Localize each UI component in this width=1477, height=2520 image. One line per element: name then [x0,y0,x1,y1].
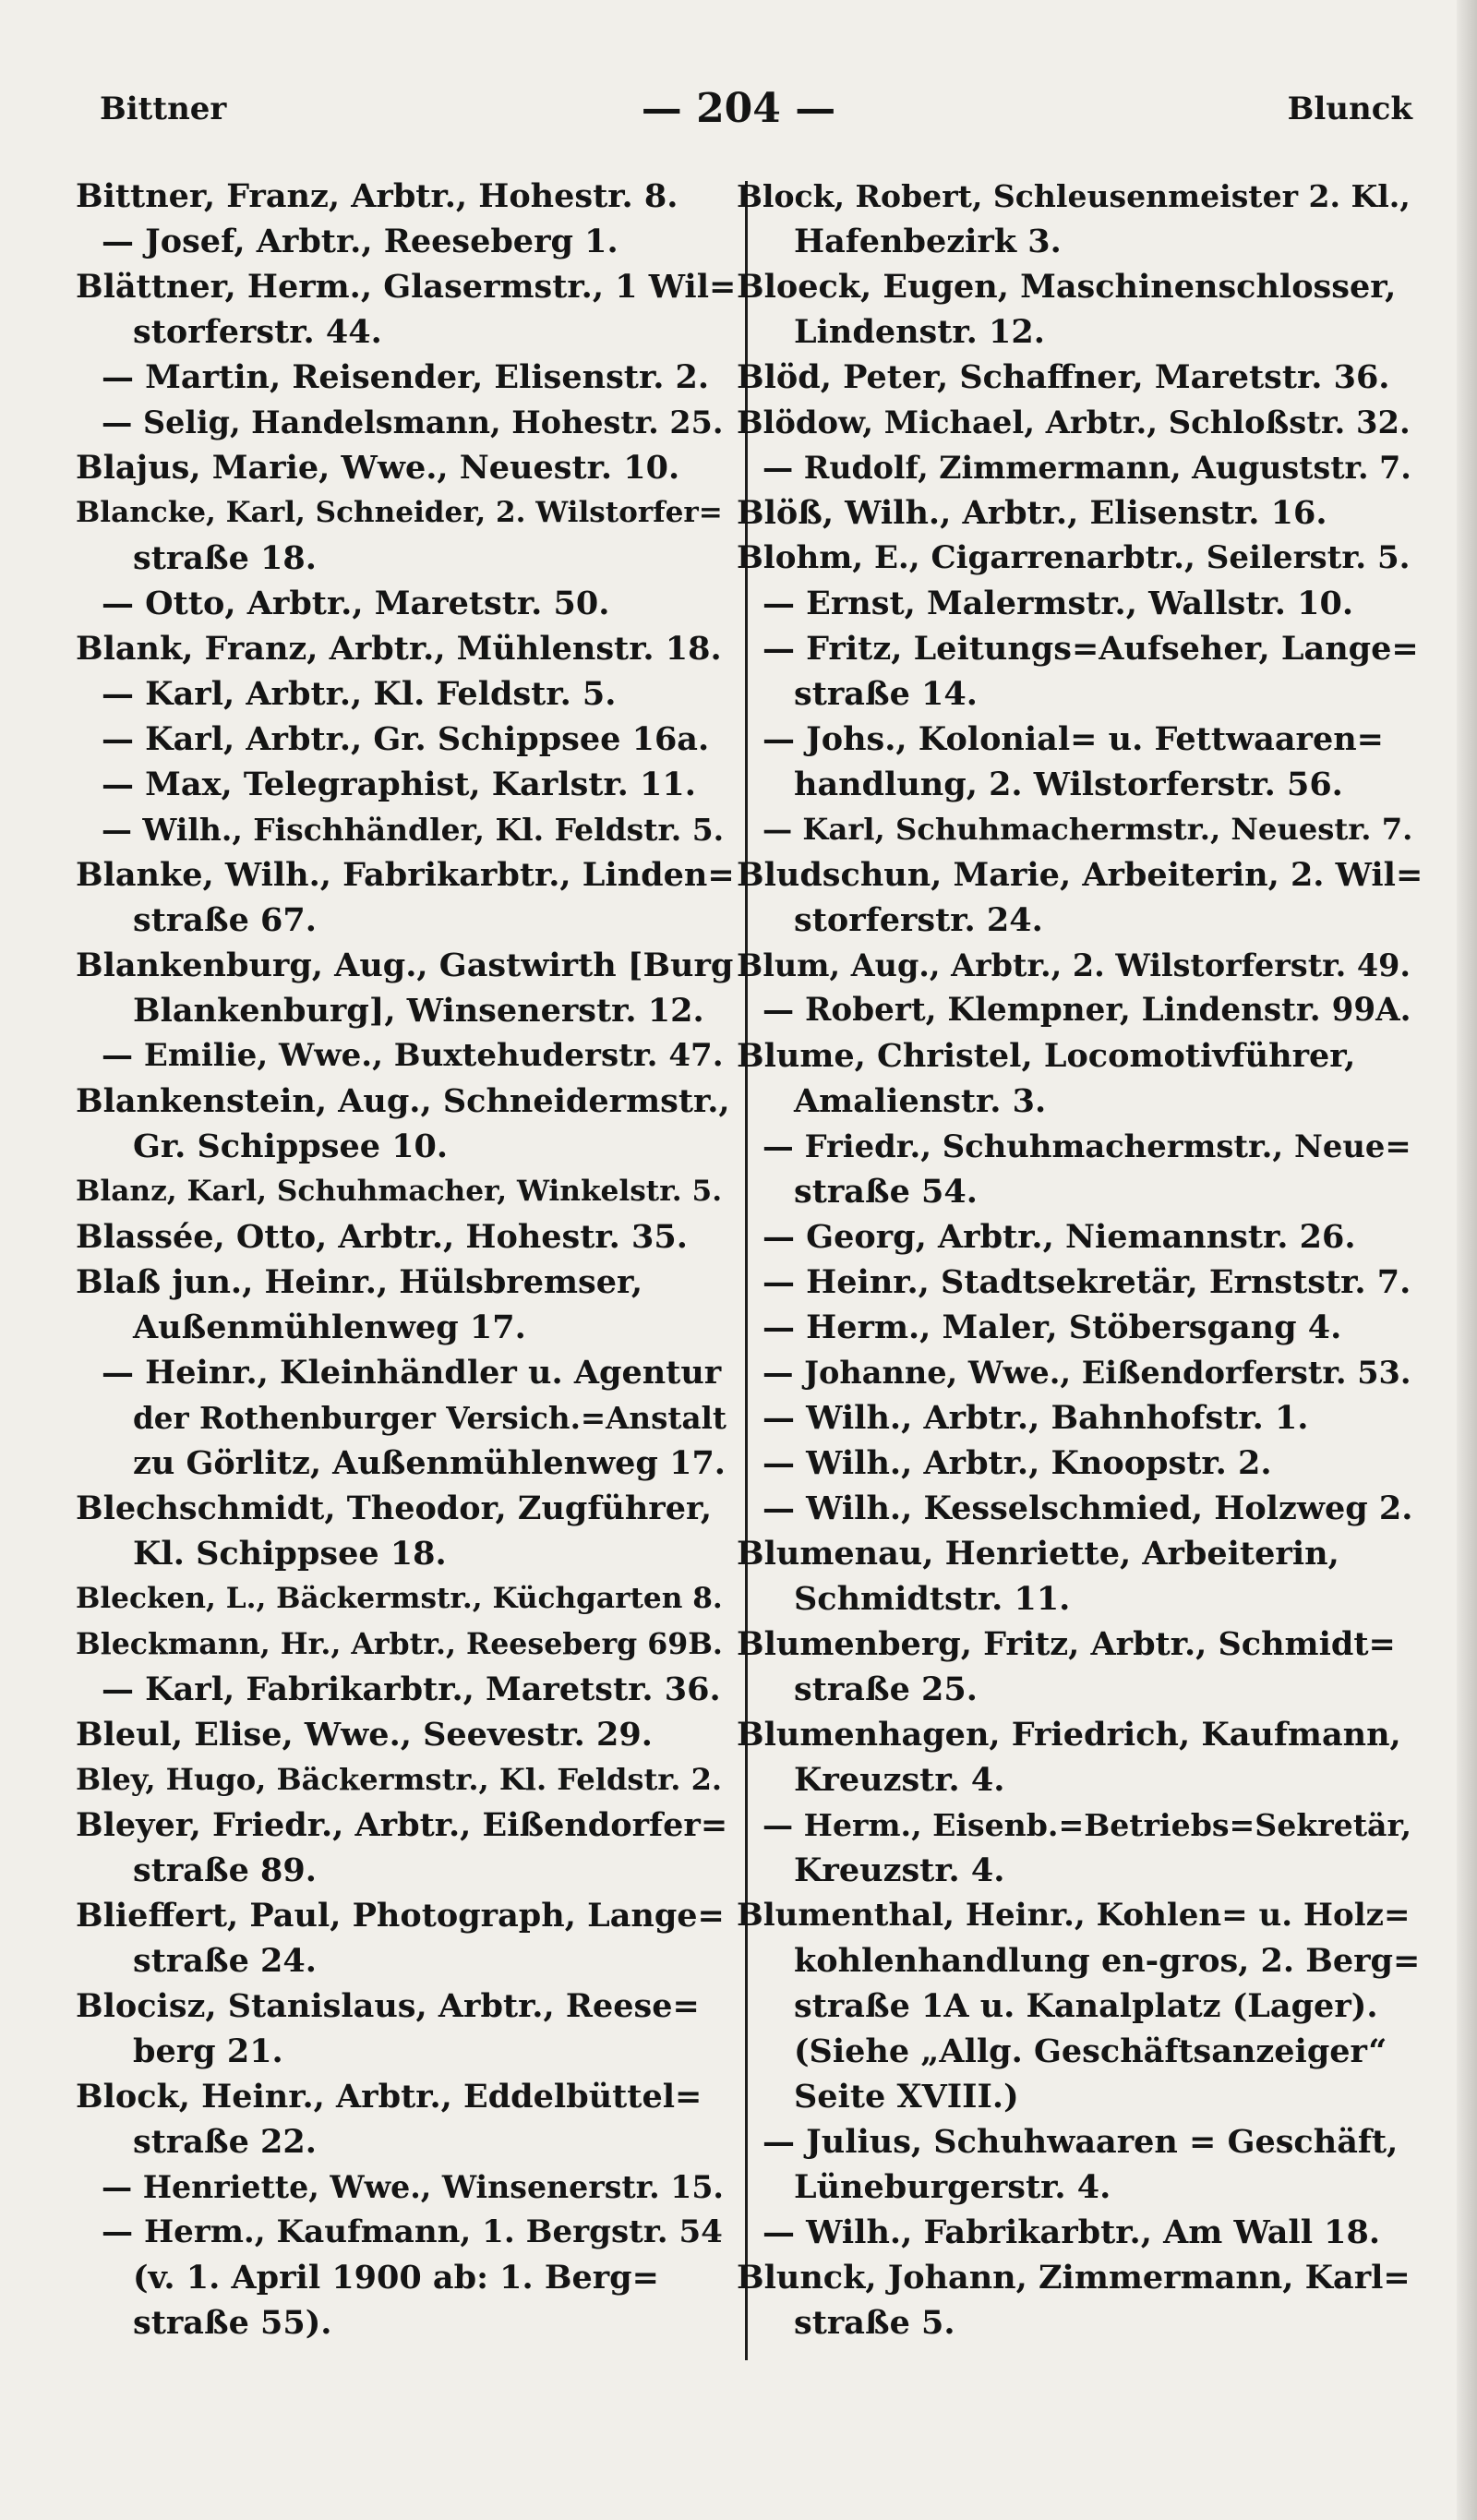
entry-line: Kreuzstr. 4. [794,1851,1005,1889]
entry-line: — Emilie, Wwe., Buxtehuderstr. 47. [102,1037,724,1074]
directory-entry [76,762,736,807]
directory-entry [737,1395,1424,1441]
directory-entry [76,1622,736,1667]
entry-line: — Heinr., Stadtsekretär, Ernststr. 7. [763,1263,1411,1301]
entry-line: straße 25. [794,1670,978,1708]
directory-entry [737,988,1424,1033]
directory-entry [76,1033,736,1079]
entry-line: Bleul, Elise, Wwe., Seevestr. 29. [76,1716,653,1754]
directory-entry [737,355,1424,400]
running-head-right: Blunck [1287,90,1412,127]
entry-line: Blieffert, Paul, Photograph, Lange= [76,1897,725,1935]
directory-entry [737,490,1424,536]
entry-line: storferstr. 24. [794,901,1043,939]
directory-entry [76,219,736,264]
directory-entry [76,2210,736,2345]
entry-line: Blechschmidt, Theodor, Zugführer, [76,1489,713,1527]
directory-entry [737,1486,1424,1531]
left-column [76,174,736,2345]
directory-entry [737,1305,1424,1350]
entry-line: storferstr. 44. [133,313,382,351]
entry-line: straße 89. [133,1851,317,1889]
page-number: — 204 — [641,85,836,132]
entry-line: Kreuzstr. 4. [794,1761,1005,1799]
entry-line: straße 1A u. Kanalplatz (Lager). [794,1987,1378,2025]
entry-line: kohlenhandlung en-gros, 2. Berg= [794,1942,1421,1980]
entry-line: Blunck, Johann, Zimmermann, Karl= [737,2259,1411,2297]
entry-line: Blöß, Wilh., Arbtr., Elisenstr. 16. [737,494,1327,532]
entry-line: Blumenau, Henriette, Arbeiterin, [737,1535,1339,1573]
entry-line: — Josef, Arbtr., Reeseberg 1. [102,223,618,260]
entry-line: Blocisz, Stanislaus, Arbtr., Reese= [76,1987,700,2025]
entry-line: Bleyer, Friedr., Arbtr., Eißendorfer= [76,1806,728,1844]
directory-entry [76,1214,736,1260]
directory-entry [76,1079,736,1169]
directory-entry [76,400,736,445]
entry-line: Bleckmann, Hr., Arbtr., Reeseberg 69B. [76,1627,723,1661]
entry-line: Blecken, L., Bäckermstr., Küchgarten 8. [76,1582,723,1615]
entry-line: Blumenberg, Fritz, Arbtr., Schmidt= [737,1625,1396,1663]
entry-line: — Wilh., Arbtr., Bahnhofstr. 1. [763,1399,1309,1437]
entry-line: Seite XVIII.) [794,2078,1019,2116]
directory-entry [737,807,1424,852]
entry-line: Blohm, E., Cigarrenarbtr., Seilerstr. 5. [737,539,1411,576]
directory-entry [76,1576,736,1622]
entry-line: — Johanne, Wwe., Eißendorferstr. 53. [763,1355,1411,1391]
directory-entry [737,852,1424,943]
entry-line: — Johs., Kolonial= u. Fettwaaren= [763,720,1384,758]
directory-entry [76,1983,736,2074]
directory-entry [76,717,736,762]
entry-line: straße 14. [794,675,978,713]
entry-line: Blankenburg, Aug., Gastwirth [Burg [76,947,734,984]
page-edge-shadow [1457,0,1477,2520]
directory-entry [737,581,1424,626]
directory-entry [737,1531,1424,1622]
directory-entry [76,445,736,490]
entry-line: Blankenburg], Winsenerstr. 12. [133,992,704,1030]
entry-line: — Karl, Arbtr., Gr. Schippsee 16a. [102,720,710,758]
directory-entry [737,264,1424,355]
running-head-left: Bittner [100,90,227,127]
directory-entry [737,2119,1424,2210]
entry-line: Blassée, Otto, Arbtr., Hohestr. 35. [76,1218,688,1256]
entry-line: Blödow, Michael, Arbtr., Schloßstr. 32. [737,404,1411,440]
directory-entry [737,1350,1424,1395]
entry-line: Bittner, Franz, Arbtr., Hohestr. 8. [76,177,678,215]
directory-entry [76,943,736,1033]
entry-line: Blumenhagen, Friedrich, Kaufmann, [737,1716,1401,1754]
entry-line: — Georg, Arbtr., Niemannstr. 26. [763,1218,1356,1256]
directory-entry [76,1260,736,1350]
entry-line: Amalienstr. 3. [794,1082,1047,1120]
entry-line: Blum, Aug., Arbtr., 2. Wilstorferstr. 49. [737,947,1411,983]
directory-entry [737,1033,1424,1124]
entry-line: Blättner, Herm., Glasermstr., 1 Wil= [76,268,737,306]
entry-line: Lüneburgerstr. 4. [794,2168,1111,2206]
directory-entry [737,943,1424,988]
entry-line: zu Görlitz, Außenmühlenweg 17. [133,1444,726,1482]
directory-entry [76,1712,736,1757]
entry-line: Bludschun, Marie, Arbeiterin, 2. Wil= [737,856,1423,894]
entry-line: — Max, Telegraphist, Karlstr. 11. [102,766,696,803]
directory-entry [737,1124,1424,1214]
entry-line: straße 24. [133,1942,317,1980]
entry-line: — Heinr., Kleinhändler u. Agentur [102,1354,722,1392]
entry-line: — Otto, Arbtr., Maretstr. 50. [102,585,610,622]
entry-line: — Wilh., Arbtr., Knoopstr. 2. [763,1444,1272,1482]
directory-entry [76,355,736,400]
entry-line: Lindenstr. 12. [794,313,1045,351]
entry-line: straße 54. [794,1173,978,1211]
directory-entry [76,671,736,717]
entry-line: der Rothenburger Versich.=Anstalt [133,1400,726,1436]
entry-line: — Fritz, Leitungs=Aufseher, Lange= [763,630,1419,668]
entry-line: — Friedr., Schuhmachermstr., Neue= [763,1127,1411,1164]
entry-line: — Henriette, Wwe., Winsenerstr. 15. [102,2169,724,2205]
directory-entry [76,174,736,219]
entry-line: Blank, Franz, Arbtr., Mühlenstr. 18. [76,630,722,668]
entry-line: Blaß jun., Heinr., Hülsbremser, [76,1263,643,1301]
entry-line: Blume, Christel, Locomotivführer, [737,1037,1356,1075]
entry-line: Gr. Schippsee 10. [133,1127,449,1165]
entry-line: — Karl, Schuhmachermstr., Neuestr. 7. [763,812,1413,847]
entry-line: handlung, 2. Wilstorferstr. 56. [794,766,1343,803]
directory-entry [737,445,1424,490]
directory-entry [737,1803,1424,1893]
directory-entry [76,1667,736,1712]
entry-line: straße 22. [133,2123,317,2161]
directory-entry [737,1622,1424,1712]
entry-line: straße 67. [133,901,317,939]
directory-entry [737,2210,1424,2255]
right-column [737,174,1424,2345]
entry-line: — Karl, Fabrikarbtr., Maretstr. 36. [102,1670,721,1708]
directory-entry [76,626,736,671]
directory-entry [737,2255,1424,2345]
directory-entry [737,1260,1424,1305]
entry-line: Außenmühlenweg 17. [133,1308,526,1346]
entry-line: — Martin, Reisender, Elisenstr. 2. [102,358,710,396]
directory-entry [76,2164,736,2210]
entry-line: — Karl, Arbtr., Kl. Feldstr. 5. [102,675,617,713]
entry-line: straße 5. [794,2304,955,2342]
directory-entry [76,1803,736,1893]
directory-entry [737,1712,1424,1803]
entry-line: — Herm., Eisenb.=Betriebs=Sekretär, [763,1807,1412,1843]
entry-line: Blankenstein, Aug., Schneidermstr., [76,1082,730,1120]
directory-entry [737,1441,1424,1486]
entry-line: — Robert, Klempner, Lindenstr. 99A. [763,992,1411,1029]
entry-line: — Selig, Handelsmann, Hohestr. 25. [102,404,724,440]
entry-line: Blanz, Karl, Schuhmacher, Winkelstr. 5. [76,1175,723,1208]
entry-line: — Wilh., Kesselschmied, Holzweg 2. [763,1489,1413,1527]
directory-entry [737,717,1424,807]
entry-line: straße 55). [133,2304,332,2342]
directory-entry [76,1169,736,1214]
directory-entry [737,1214,1424,1260]
entry-line: (Siehe „Allg. Geschäftsanzeiger“ [794,2032,1387,2070]
entry-line: Hafenbezirk 3. [794,223,1062,260]
directory-entry [737,536,1424,581]
entry-line: — Herm., Kaufmann, 1. Bergstr. 54 [102,2213,723,2250]
entry-line: Kl. Schippsee 18. [133,1535,447,1573]
entry-line: Blajus, Marie, Wwe., Neuestr. 10. [76,449,680,487]
directory-entry [76,1350,736,1486]
entry-line: straße 18. [133,539,317,577]
directory-entry [76,490,736,581]
entry-line: Bloeck, Eugen, Maschinenschlosser, [737,268,1397,306]
entry-line: berg 21. [133,2032,283,2070]
directory-entry [737,400,1424,445]
directory-entry [76,852,736,943]
directory-entry [76,1893,736,1983]
directory-entry [76,264,736,355]
directory-entry [76,1486,736,1576]
entry-line: — Herm., Maler, Stöbersgang 4. [763,1308,1342,1346]
directory-entry [76,581,736,626]
directory-entry [76,807,736,852]
entry-line: Block, Robert, Schleusenmeister 2. Kl., [737,178,1411,214]
directory-entry [737,1893,1424,2119]
directory-entry [76,2074,736,2164]
directory-entry [737,174,1424,264]
entry-line: (v. 1. April 1900 ab: 1. Berg= [133,2259,659,2297]
entry-line: — Wilh., Fischhändler, Kl. Feldstr. 5. [102,812,725,848]
entry-line: Blöd, Peter, Schaffner, Maretstr. 36. [737,358,1390,396]
entry-line: Blumenthal, Heinr., Kohlen= u. Holz= [737,1897,1411,1934]
entry-line: Blancke, Karl, Schneider, 2. Wilstorfer= [76,496,723,529]
entry-line: Schmidtstr. 11. [794,1580,1071,1618]
entry-line: Block, Heinr., Arbtr., Eddelbüttel= [76,2078,702,2116]
entry-line: — Wilh., Fabrikarbtr., Am Wall 18. [763,2213,1381,2251]
entry-line: — Rudolf, Zimmermann, Auguststr. 7. [763,450,1411,486]
entry-line: Bley, Hugo, Bäckermstr., Kl. Feldstr. 2. [76,1762,723,1797]
entry-line: — Julius, Schuhwaaren = Geschäft, [763,2123,1399,2161]
directory-entry [76,1757,736,1803]
entry-line: — Ernst, Malermstr., Wallstr. 10. [763,585,1353,622]
entry-line: Blanke, Wilh., Fabrikarbtr., Linden= [76,856,735,894]
directory-entry [737,626,1424,717]
